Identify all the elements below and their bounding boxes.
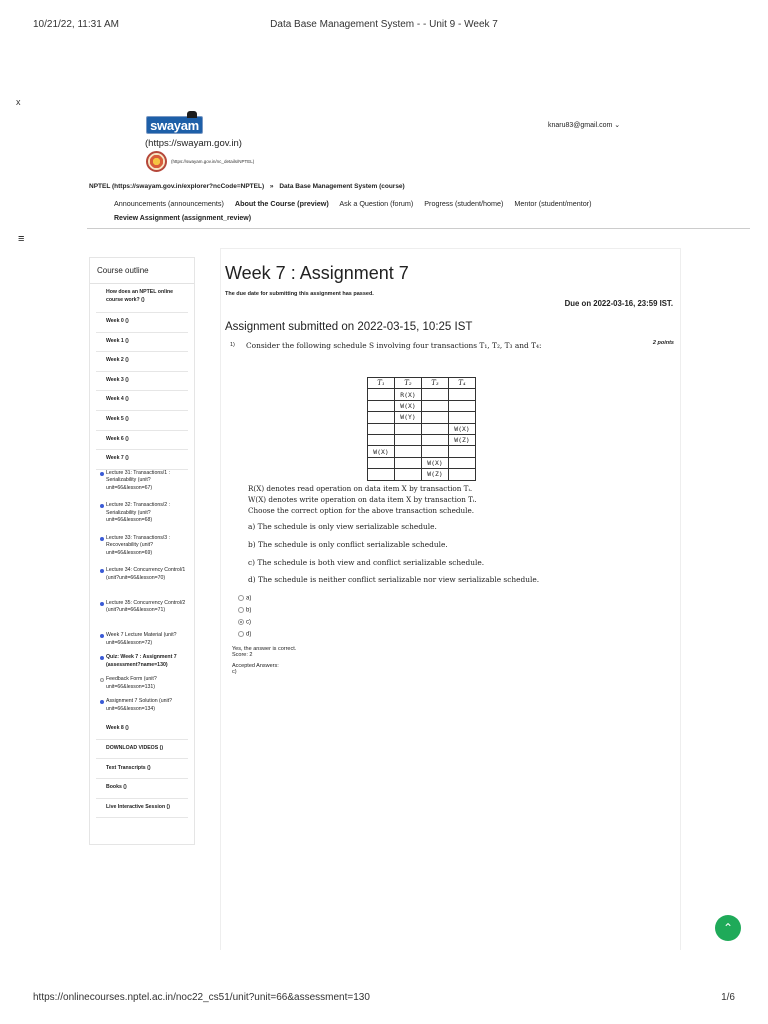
print-footer	[33, 992, 735, 1004]
print-url: https://onlinecourses.nptel.ac.in/noc22_cs51/unit?unit=66&assessment=130	[33, 992, 370, 1003]
user-email: knaru83@gmail.com	[548, 122, 613, 129]
schedule-cell	[449, 469, 476, 480]
answer-option-a[interactable]	[238, 595, 251, 602]
print-date: 10/21/22, 11:31 AM	[33, 19, 119, 30]
option-a-text: a) The schedule is only view serializable schedule.	[248, 522, 437, 531]
sidebar-item-label: Lecture 34: Concurrency Control/1 (unit?unit=66&lesson=70)	[106, 567, 186, 581]
print-title: Data Base Management System - - Unit 9 - Week 7	[270, 19, 498, 30]
schedule-cell	[422, 446, 449, 457]
schedule-header-t4: T₄	[449, 378, 476, 389]
question-number: 1)	[230, 342, 235, 348]
hamburger-menu-icon[interactable]: ≡	[18, 233, 25, 245]
schedule-cell	[395, 423, 422, 434]
schedule-cell: W(X)	[422, 457, 449, 468]
sidebar-item[interactable]	[90, 632, 194, 654]
sidebar-item[interactable]	[90, 502, 194, 535]
sidebar-item[interactable]	[90, 535, 194, 568]
sidebar-item[interactable]	[90, 352, 194, 372]
radio-c-label: c)	[246, 619, 251, 626]
sidebar-item-label: Week 3 ()	[106, 376, 129, 383]
submission-status: Assignment submitted on 2022-03-15, 10:25 IST	[225, 321, 473, 333]
complete-status-icon	[100, 537, 104, 541]
breadcrumb-nptel[interactable]: NPTEL (https://swayam.gov.in/explorer?ncCode=NPTEL)	[89, 183, 265, 190]
sidebar-item-label: Week 8 ()	[106, 725, 129, 732]
sidebar-item[interactable]	[90, 391, 194, 411]
assignment-panel	[220, 248, 681, 950]
complete-status-icon	[100, 569, 104, 573]
course-outline-title: Course outline	[90, 258, 194, 284]
chevron-down-icon: ⌄	[614, 122, 621, 129]
schedule-cell: W(X)	[368, 446, 395, 457]
sidebar-item-label: Week 4 ()	[106, 396, 129, 403]
schedule-cell	[422, 400, 449, 411]
schedule-table	[367, 377, 476, 481]
print-page-number: 1/6	[721, 992, 735, 1003]
sidebar-divider	[96, 817, 188, 818]
sidebar-item[interactable]	[90, 450, 194, 470]
schedule-row	[368, 446, 476, 457]
sidebar-item-label: Week 6 ()	[106, 435, 129, 442]
accepted-answers-label: Accepted Answers:	[232, 663, 279, 669]
sidebar-item[interactable]	[90, 285, 194, 313]
option-c-text: c) The schedule is both view and conflict serializable schedule.	[248, 558, 485, 567]
schedule-header-t1: T₁	[368, 378, 395, 389]
answer-option-b[interactable]	[238, 607, 251, 614]
user-menu[interactable]	[548, 121, 620, 129]
nptel-emblem-icon[interactable]	[146, 151, 167, 172]
complete-status-icon	[100, 602, 104, 606]
sidebar-item[interactable]	[90, 567, 194, 600]
sidebar-item[interactable]	[90, 799, 194, 819]
schedule-row	[368, 434, 476, 445]
schedule-cell: R(X)	[395, 389, 422, 400]
radio-a-label: a)	[246, 595, 252, 602]
answer-feedback: Yes, the answer is correct.	[232, 646, 297, 652]
course-outline-sidebar	[89, 257, 195, 845]
schedule-cell	[449, 400, 476, 411]
complete-status-icon	[100, 504, 104, 508]
schedule-cell	[395, 469, 422, 480]
sidebar-item-label: Lecture 35: Concurrency Control/2 (unit?unit=66&lesson=71)	[106, 599, 186, 614]
nav-ask-question[interactable]: Ask a Question (forum)	[339, 199, 414, 208]
complete-status-icon	[100, 656, 104, 660]
sidebar-item[interactable]	[90, 779, 194, 799]
nav-divider	[87, 228, 750, 229]
nav-announcements[interactable]: Announcements (announcements)	[114, 199, 224, 208]
sidebar-item[interactable]	[90, 720, 194, 740]
schedule-cell: W(Y)	[395, 412, 422, 423]
schedule-cell	[422, 389, 449, 400]
radio-a[interactable]	[238, 595, 244, 601]
schedule-cell	[422, 434, 449, 445]
close-button[interactable]: x	[16, 97, 21, 107]
schedule-header-t2: T₂	[395, 378, 422, 389]
top-nav	[114, 199, 600, 208]
schedule-cell	[368, 389, 395, 400]
sidebar-item[interactable]	[90, 654, 194, 676]
logo-cap-icon	[187, 111, 197, 118]
schedule-cell	[395, 446, 422, 457]
complete-status-icon	[100, 634, 104, 638]
nav-review-assignment[interactable]: Review Assignment (assignment_review)	[114, 215, 252, 222]
sidebar-item-label: Text Transcripts ()	[106, 764, 151, 771]
chevron-up-icon[interactable]: ⌃	[715, 915, 741, 941]
schedule-row	[368, 389, 476, 400]
sidebar-item[interactable]	[90, 470, 194, 503]
page-title: Week 7 : Assignment 7	[225, 263, 409, 283]
sidebar-item-label: Quiz: Week 7 : Assignment 7 (assessment?name=130)	[106, 654, 177, 668]
schedule-row	[368, 469, 476, 480]
sidebar-item[interactable]	[90, 740, 194, 760]
schedule-row	[368, 400, 476, 411]
sidebar-item[interactable]	[90, 760, 194, 780]
schedule-row	[368, 412, 476, 423]
schedule-cell	[368, 469, 395, 480]
due-date: Due on 2022-03-16, 23:59 IST.	[564, 299, 673, 308]
schedule-cell	[449, 389, 476, 400]
answer-option-d[interactable]	[238, 631, 251, 638]
sidebar-item[interactable]	[90, 411, 194, 431]
swayam-logo[interactable]	[146, 112, 204, 136]
radio-b[interactable]	[238, 607, 244, 613]
schedule-header-t3: T₃	[422, 378, 449, 389]
breadcrumb	[89, 183, 405, 190]
schedule-cell	[368, 412, 395, 423]
schedule-cell	[422, 423, 449, 434]
sidebar-item-label: Books ()	[106, 784, 127, 791]
schedule-cell: W(Z)	[449, 434, 476, 445]
sidebar-item[interactable]	[90, 676, 194, 698]
schedule-cell	[368, 434, 395, 445]
nptel-emblem-link[interactable]: (https://swayam.gov.in/nc_details/NPTEL)	[171, 159, 255, 164]
question-text: Consider the following schedule S involving four transactions T₁, T₂, T₃ and T₄:	[246, 341, 542, 350]
accepted-answer-value: c)	[232, 669, 237, 675]
schedule-cell	[368, 423, 395, 434]
option-b-text: b) The schedule is only conflict serializable schedule.	[248, 540, 448, 549]
radio-d[interactable]	[238, 631, 244, 637]
sidebar-item-label: Lecture 33: Transactions/3 : Recoverability (unit?unit=66&lesson=69)	[106, 534, 171, 556]
sidebar-item[interactable]	[90, 372, 194, 392]
sidebar-item-label: Lecture 32: Transactions/2 : Serializability (unit?unit=66&lesson=68)	[106, 502, 171, 524]
sidebar-item-label: Week 7 ()	[106, 455, 129, 462]
incomplete-status-icon	[100, 678, 104, 682]
sidebar-item-label: Week 5 ()	[106, 416, 129, 422]
sidebar-item[interactable]	[90, 431, 194, 451]
sidebar-item-label: Week 7 Lecture Material (unit?unit=66&lesson=72)	[106, 632, 177, 646]
radio-b-label: b)	[246, 607, 252, 614]
schedule-cell: W(Z)	[422, 469, 449, 480]
sidebar-item-label: Lecture 31: Transactions/1 : Serializability (unit?unit=66&lesson=67)	[106, 469, 171, 491]
answer-option-c[interactable]	[238, 619, 251, 626]
nav-mentor[interactable]: Mentor (student/mentor)	[514, 199, 592, 208]
schedule-cell	[449, 457, 476, 468]
schedule-cell	[395, 457, 422, 468]
swayam-link[interactable]: (https://swayam.gov.in)	[145, 138, 242, 149]
schedule-cell	[449, 446, 476, 457]
schedule-cell	[368, 400, 395, 411]
radio-c[interactable]	[238, 619, 244, 625]
schedule-cell	[449, 412, 476, 423]
sidebar-item[interactable]	[90, 313, 194, 333]
question-note-write: W(X) denotes write operation on data item X by transaction Tᵢ.	[248, 495, 477, 504]
nav-progress[interactable]: Progress (student/home)	[424, 199, 504, 208]
option-d-text: d) The schedule is neither conflict serializable nor view serializable schedule.	[248, 575, 540, 584]
sidebar-item-label: DOWNLOAD VIDEOS ()	[106, 744, 164, 751]
question-points: 2 points	[652, 340, 674, 346]
nav-about-course[interactable]: About the Course (preview)	[234, 199, 329, 208]
due-date-notice: The due date for submitting this assignment has passed.	[225, 291, 374, 297]
sidebar-item[interactable]	[90, 698, 194, 720]
schedule-cell: W(X)	[395, 400, 422, 411]
radio-d-label: d)	[246, 631, 252, 638]
sidebar-item[interactable]	[90, 333, 194, 353]
sidebar-item-label: Week 1 ()	[106, 337, 129, 344]
answer-score: Score: 2	[232, 652, 253, 658]
schedule-cell: W(X)	[449, 423, 476, 434]
complete-status-icon	[100, 472, 104, 476]
schedule-cell	[422, 412, 449, 423]
sidebar-item-label: Assignment 7 Solution (unit?unit=66&lesson=134)	[106, 698, 173, 712]
question-instruction: Choose the correct option for the above transaction schedule.	[248, 506, 475, 515]
schedule-body	[368, 389, 476, 480]
print-header	[33, 19, 735, 31]
sidebar-item-label: Week 2 ()	[106, 357, 129, 364]
sidebar-item[interactable]	[90, 600, 194, 633]
breadcrumb-separator: »	[269, 183, 274, 190]
swayam-logo-badge: swayam	[146, 116, 203, 134]
sidebar-item-label: How does an NPTEL online course work? ()	[106, 289, 174, 303]
sidebar-item-label: Live Interactive Session ()	[106, 803, 171, 810]
schedule-header-row	[368, 378, 476, 389]
breadcrumb-course[interactable]: Data Base Management System (course)	[279, 183, 405, 190]
schedule-cell	[368, 457, 395, 468]
complete-status-icon	[100, 700, 104, 704]
question-note-read: R(X) denotes read operation on data item X by transaction Tᵢ.	[248, 484, 473, 493]
sidebar-item-label: Week 0 ()	[106, 318, 129, 324]
sidebar-item-label: Feedback Form (unit?unit=66&lesson=131)	[106, 676, 157, 690]
schedule-row	[368, 423, 476, 434]
schedule-cell	[395, 434, 422, 445]
schedule-row	[368, 457, 476, 468]
